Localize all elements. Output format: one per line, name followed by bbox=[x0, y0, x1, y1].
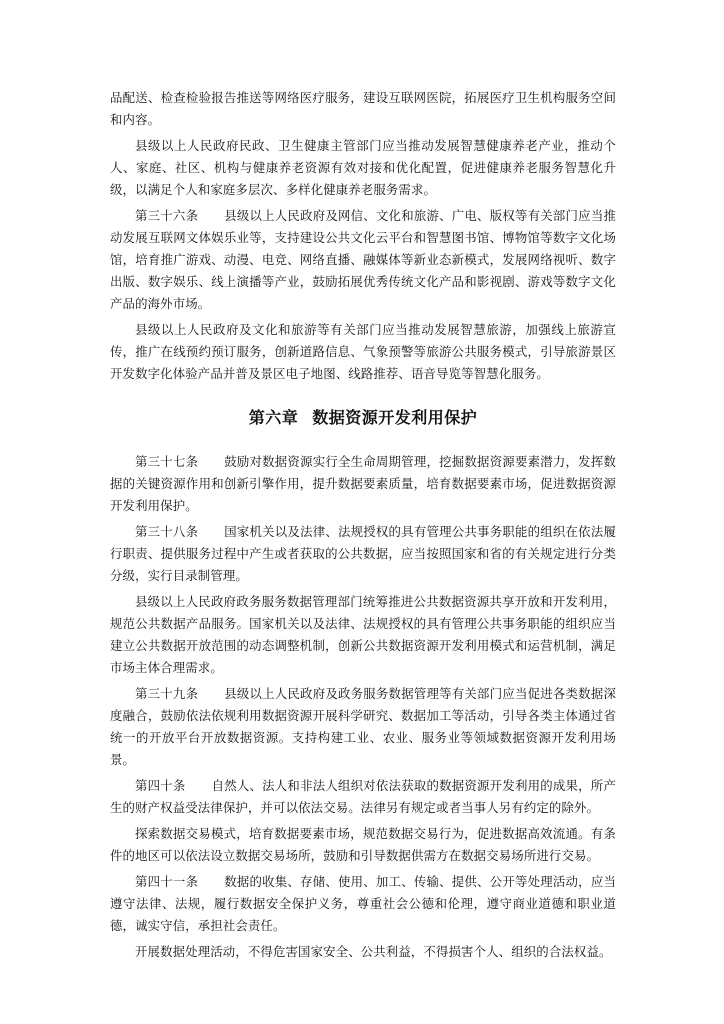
paragraph bbox=[110, 591, 616, 679]
paragraph bbox=[110, 683, 616, 771]
paragraph bbox=[110, 319, 616, 385]
paragraph bbox=[110, 451, 616, 517]
article-number: 第四十一条 bbox=[135, 874, 199, 889]
paragraph bbox=[110, 205, 616, 315]
article-number: 第三十九条 bbox=[135, 686, 199, 701]
document-body bbox=[110, 87, 616, 967]
paragraph-text: 县级以上人民政府政务服务数据管理部门统筹推进公共数据资源共享开放和开发利用，规范公共数据产品服务。国家机关以及法律、法规授权的具有管理公共事务职能的组织应当建立公共数据开放范围的动态调整机制，创新公共数据资源开发利用模式和运营机制，满足市场主体合理需求。 bbox=[110, 594, 616, 675]
paragraph bbox=[110, 87, 616, 131]
chapter-number: 第六章 bbox=[248, 408, 299, 427]
paragraph-text: 县级以上人民政府及文化和旅游等有关部门应当推动发展智慧旅游，加强线上旅游宣传，推广在线预约预订服务，创新道路信息、气象预警等旅游公共服务模式，引导旅游景区开发数字化体验产品并普及景区电子地图、线路推荐、语音导览等智慧化服务。 bbox=[110, 322, 616, 381]
chapter-heading bbox=[110, 405, 616, 431]
paragraph-text: 品配送、检查检验报告推送等网络医疗服务，建设互联网医院，拓展医疗卫生机构服务空间和内容。 bbox=[110, 90, 616, 127]
paragraph bbox=[110, 871, 616, 937]
paragraph-text: 国家机关以及法律、法规授权的具有管理公共事务职能的组织在依法履行职责、提供服务过程中产生或者获取的公共数据，应当按照国家和省的有关规定进行分类分级，实行目录制管理。 bbox=[110, 524, 617, 583]
article-number: 第三十八条 bbox=[135, 524, 199, 539]
paragraph-text: 自然人、法人和非法人组织对依法获取的数据资源开发利用的成果，所产生的财产权益受法律保护，并可以依法交易。法律另有规定或者当事人另有约定的除外。 bbox=[110, 778, 616, 815]
article-number: 第三十七条 bbox=[135, 454, 199, 469]
paragraph bbox=[110, 521, 616, 587]
section-before-chapter bbox=[110, 87, 616, 385]
paragraph-text: 县级以上人民政府及政务服务数据管理等有关部门应当促进各类数据深度融合，鼓励依法依规利用数据资源开展科学研究、数据加工等活动，引导各类主体通过省统一的开放平台开放数据资源。支持构建工业、农业、服务业等领域数据资源开发利用场景。 bbox=[110, 686, 617, 767]
chapter-title: 数据资源开发利用保护 bbox=[312, 408, 478, 427]
section-chapter-six bbox=[110, 451, 616, 963]
paragraph-text: 县级以上人民政府民政、卫生健康主管部门应当推动发展智慧健康养老产业，推动个人、家庭、社区、机构与健康养老资源有效对接和优化配置，促进健康养老服务智慧化升级，以满足个人和家庭多层次、多样化健康养老服务需求。 bbox=[110, 138, 616, 197]
paragraph-text: 开展数据处理活动，不得危害国家安全、公共利益，不得损害个人、组织的合法权益。 bbox=[135, 944, 612, 959]
article-number: 第四十条 bbox=[135, 778, 186, 793]
paragraph-text: 探索数据交易模式，培育数据要素市场，规范数据交易行为，促进数据高效流通。有条件的地区可以依法设立数据交易场所，鼓励和引导数据供需方在数据交易场所进行交易。 bbox=[110, 826, 616, 863]
paragraph bbox=[110, 135, 616, 201]
paragraph-text: 鼓励对数据资源实行全生命周期管理，挖掘数据资源要素潜力，发挥数据的关键资源作用和创新引擎作用，提升数据要素质量，培育数据要素市场，促进数据资源开发利用保护。 bbox=[110, 454, 617, 513]
paragraph-text: 县级以上人民政府及网信、文化和旅游、广电、版权等有关部门应当推动发展互联网文体娱乐业等，支持建设公共文化云平台和智慧图书馆、博物馆等数字文化场馆，培育推广游戏、动漫、电竞、网络直播、融媒体等新业态新模式，发展网络视听、数字出版、数字娱乐、线上演播等产业，鼓励拓展优秀传统文化产品和影视剧、游戏等数字文化产品的海外市场。 bbox=[110, 208, 617, 311]
paragraph bbox=[110, 823, 616, 867]
paragraph bbox=[110, 941, 616, 963]
paragraph-text: 数据的收集、存储、使用、加工、传输、提供、公开等处理活动，应当遵守法律、法规，履行数据安全保护义务，尊重社会公德和伦理，遵守商业道德和职业道德，诚实守信，承担社会责任。 bbox=[110, 874, 617, 933]
article-number: 第三十六条 bbox=[135, 208, 199, 223]
paragraph bbox=[110, 775, 616, 819]
